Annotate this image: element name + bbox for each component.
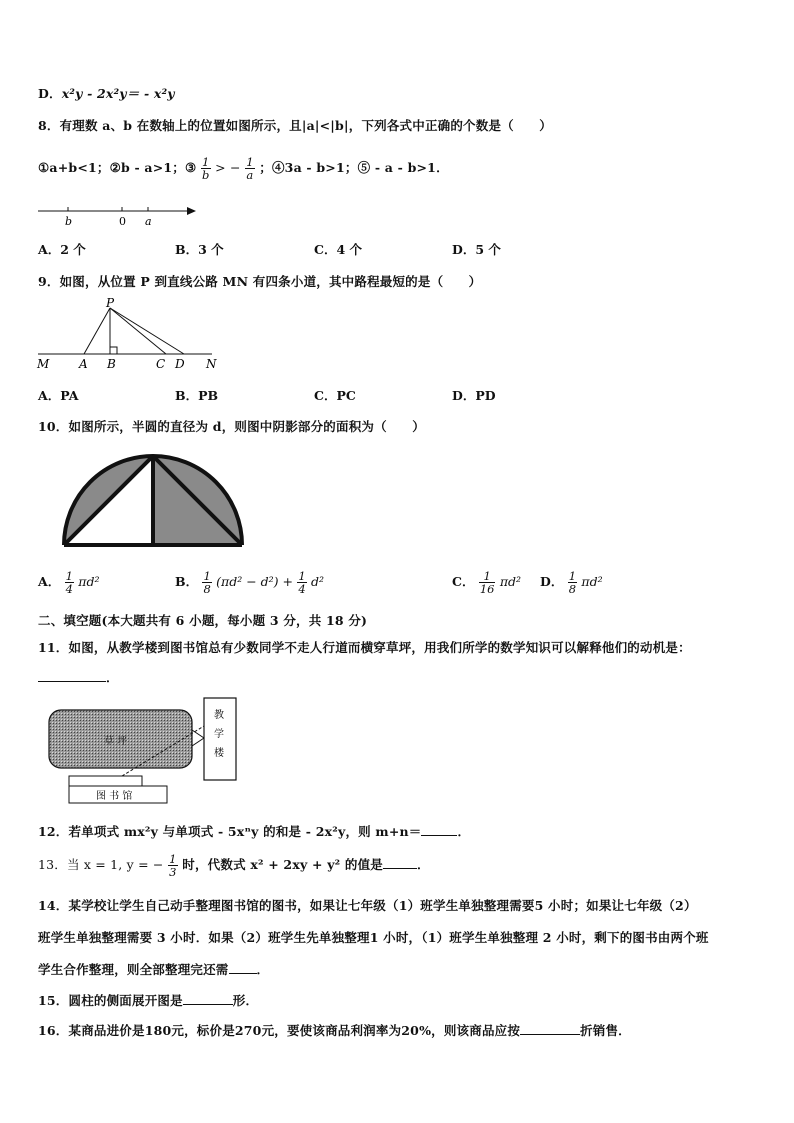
- q11-blank[interactable]: [38, 670, 106, 682]
- q12-blank[interactable]: [421, 824, 457, 836]
- q8-stem: 8．有理数 a、b 在数轴上的位置如图所示，且|a|<|b|，下列各式中正确的个数是（ ）: [38, 118, 552, 133]
- q9-option-d: D．PD: [452, 388, 496, 403]
- q8-option-c: C．4 个: [314, 242, 362, 257]
- q10-option-d: D． $\frac{1}{8}$ πd²: [540, 569, 603, 596]
- label-A: A: [79, 357, 88, 371]
- q10-option-b: B． $\frac{1}{8}$ (πd² − d²) + $\frac{1}{4}$ d²: [175, 569, 325, 596]
- q10-option-a: A． $\frac{1}{4}$ πd²: [38, 569, 100, 596]
- q10-option-c: C． $\frac{1}{16}$ πd²: [452, 569, 522, 596]
- label-N: N: [206, 357, 217, 371]
- label-M: M: [37, 357, 50, 371]
- q14-line-1: 14．某学校让学生自己动手整理图书馆的图书，如果让七年级（1）班学生单独整理需要5 小时；如果让七年级（2）: [38, 898, 697, 913]
- q9-option-a: A．PA: [38, 388, 79, 403]
- q16-blank[interactable]: [520, 1023, 580, 1035]
- library-label: 图 书 馆: [96, 791, 133, 802]
- teaching-building-label-1: 教: [214, 710, 224, 721]
- q12: 12．若单项式 mx²y 与单项式 - 5xⁿy 的和是 - 2x²y，则 m+n＝ ．: [38, 824, 471, 839]
- q16: 16．某商品进价是180元，标价是270元，要使该商品利润率为20%，则该商品应按 折销售．: [38, 1023, 631, 1038]
- q13: 13．当 x = 1, y = − $\frac{1}{3}$ 时，代数式 x² + 2xy + y² 的值是 ．: [38, 852, 430, 879]
- lawn-label: 草 坪: [104, 736, 128, 747]
- q9-option-c: C．PC: [314, 388, 356, 403]
- section-2-title: 二、填空题(本大题共有 6 小题，每小题 3 分，共 18 分): [38, 613, 368, 628]
- label-B: B: [107, 357, 116, 371]
- q11-stem: 11．如图，从教学楼到图书馆总有少数同学不走人行道而横穿草坪，用我们所学的数学知识可以解释他们的动机是：: [38, 640, 691, 655]
- q8-frac-1-over-b: $\frac{1}{b}$: [201, 155, 210, 182]
- label-P: P: [106, 296, 115, 310]
- q13-blank[interactable]: [383, 857, 417, 869]
- q7-option-d: D．x²y - 2x²y＝ - x²y: [38, 86, 175, 101]
- q10-semicircle-figure: [58, 450, 248, 550]
- q7-option-d-expr: x²y - 2x²y＝ - x²y: [61, 86, 175, 101]
- axis-label-0: 0: [119, 215, 126, 228]
- q11-campus-figure: [44, 696, 244, 808]
- q9-figure: [34, 296, 224, 374]
- teaching-building-label-2: 学: [214, 729, 224, 740]
- q8-frac-1-over-a: $\frac{1}{a}$: [246, 155, 254, 182]
- q9-stem: 9．如图，从位置 P 到直线公路 MN 有四条小道，其中路程最短的是（ ）: [38, 274, 482, 289]
- q8-number-line: [36, 200, 206, 230]
- q14-line-3: 学生合作整理，则全部整理完还需 ．: [38, 962, 270, 977]
- q8-conditions: ①a+b<1；②b - a>1；③ $\frac{1}{b}$ > − $\frac{1}{a}$ ；④3a - b>1；⑤ - a - b>1．: [38, 155, 449, 182]
- axis-label-b: b: [65, 215, 73, 228]
- q15: 15．圆柱的侧面展开图是 形．: [38, 993, 259, 1008]
- q8-option-b: B．3 个: [175, 242, 224, 257]
- q11-answer-line: ．: [38, 668, 119, 686]
- q8-option-a: A．2 个: [38, 242, 86, 257]
- label-C: C: [156, 357, 166, 371]
- q15-blank[interactable]: [183, 993, 233, 1005]
- teaching-building-label-3: 楼: [214, 748, 224, 759]
- q14-line-2: 班学生单独整理需要 3 小时．如果（2）班学生先单独整理1 小时，（1）班学生单独整理 2 小时，剩下的图书由两个班: [38, 930, 709, 945]
- q8-option-d: D．5 个: [452, 242, 501, 257]
- q9-option-b: B．PB: [175, 388, 219, 403]
- q14-blank[interactable]: [229, 962, 257, 974]
- q10-stem: 10．如图所示，半圆的直径为 d，则图中阴影部分的面积为（ ）: [38, 419, 425, 434]
- axis-label-a: a: [145, 215, 152, 228]
- label-D: D: [175, 357, 185, 371]
